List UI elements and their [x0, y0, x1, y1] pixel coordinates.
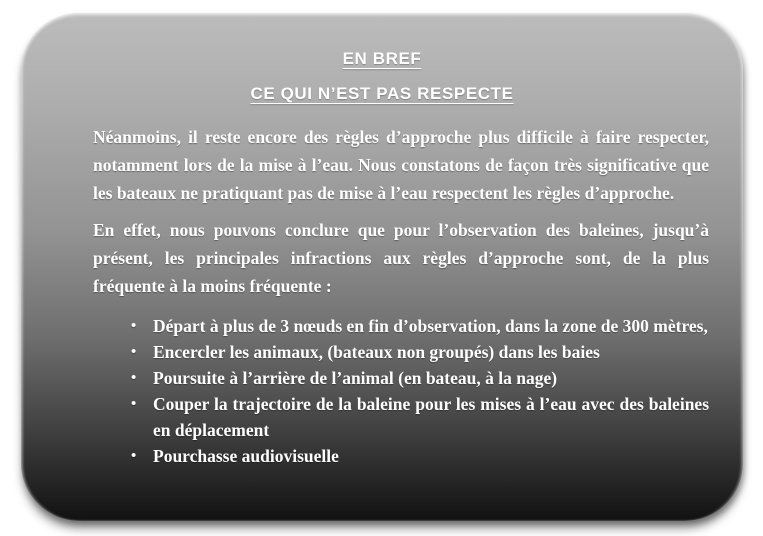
list-item-label: Couper la trajectoire de la baleine pour les mises à l’eau avec des baleines en déplacement: [153, 394, 709, 440]
infractions-list: [93, 313, 709, 469]
list-item-depart-3-noeuds: [131, 313, 709, 339]
summary-card: [21, 13, 743, 521]
card-title-line-2: CE QUI N’EST PAS RESPECTE: [250, 84, 514, 103]
card-title-line-1: EN BREF: [342, 49, 422, 68]
bullet-icon: •: [131, 396, 137, 412]
list-item-couper-trajectoire: [131, 391, 709, 443]
list-item-label: Pourchasse audiovisuelle: [153, 446, 339, 466]
summary-card-content: [21, 13, 743, 469]
list-item-pourchasse-audiovisuelle: [131, 443, 709, 469]
list-item-encercler-animaux: [131, 339, 709, 365]
bullet-icon: •: [131, 448, 137, 464]
list-item-label: Poursuite à l’arrière de l’animal (en bateau, à la nage): [153, 368, 558, 388]
bullet-icon: •: [131, 318, 137, 334]
list-item-label: Encercler les animaux, (bateaux non groupés) dans les baies: [153, 342, 600, 362]
paragraph-main-infractions-intro: En effet, nous pouvons conclure que pour l’observation des baleines, jusqu’à présent, les principales infractions aux règles d’approche sont, de la plus fréquente à la moins fréquente :: [93, 220, 709, 296]
list-item-label: Départ à plus de 3 nœuds en fin d’observation, dans la zone de 300 mètres,: [153, 316, 708, 336]
list-item-poursuite-arriere: [131, 365, 709, 391]
bullet-icon: •: [131, 344, 137, 360]
bullet-icon: •: [131, 370, 137, 386]
paragraph-rules-respect: Néanmoins, il reste encore des règles d’approche plus difficile à faire respecter, notamment lors de la mise à l’eau. Nous constatons de façon très significative que les bateaux ne pratiquant pas de mise à l’eau respectent les règles d’approche.: [93, 127, 709, 203]
